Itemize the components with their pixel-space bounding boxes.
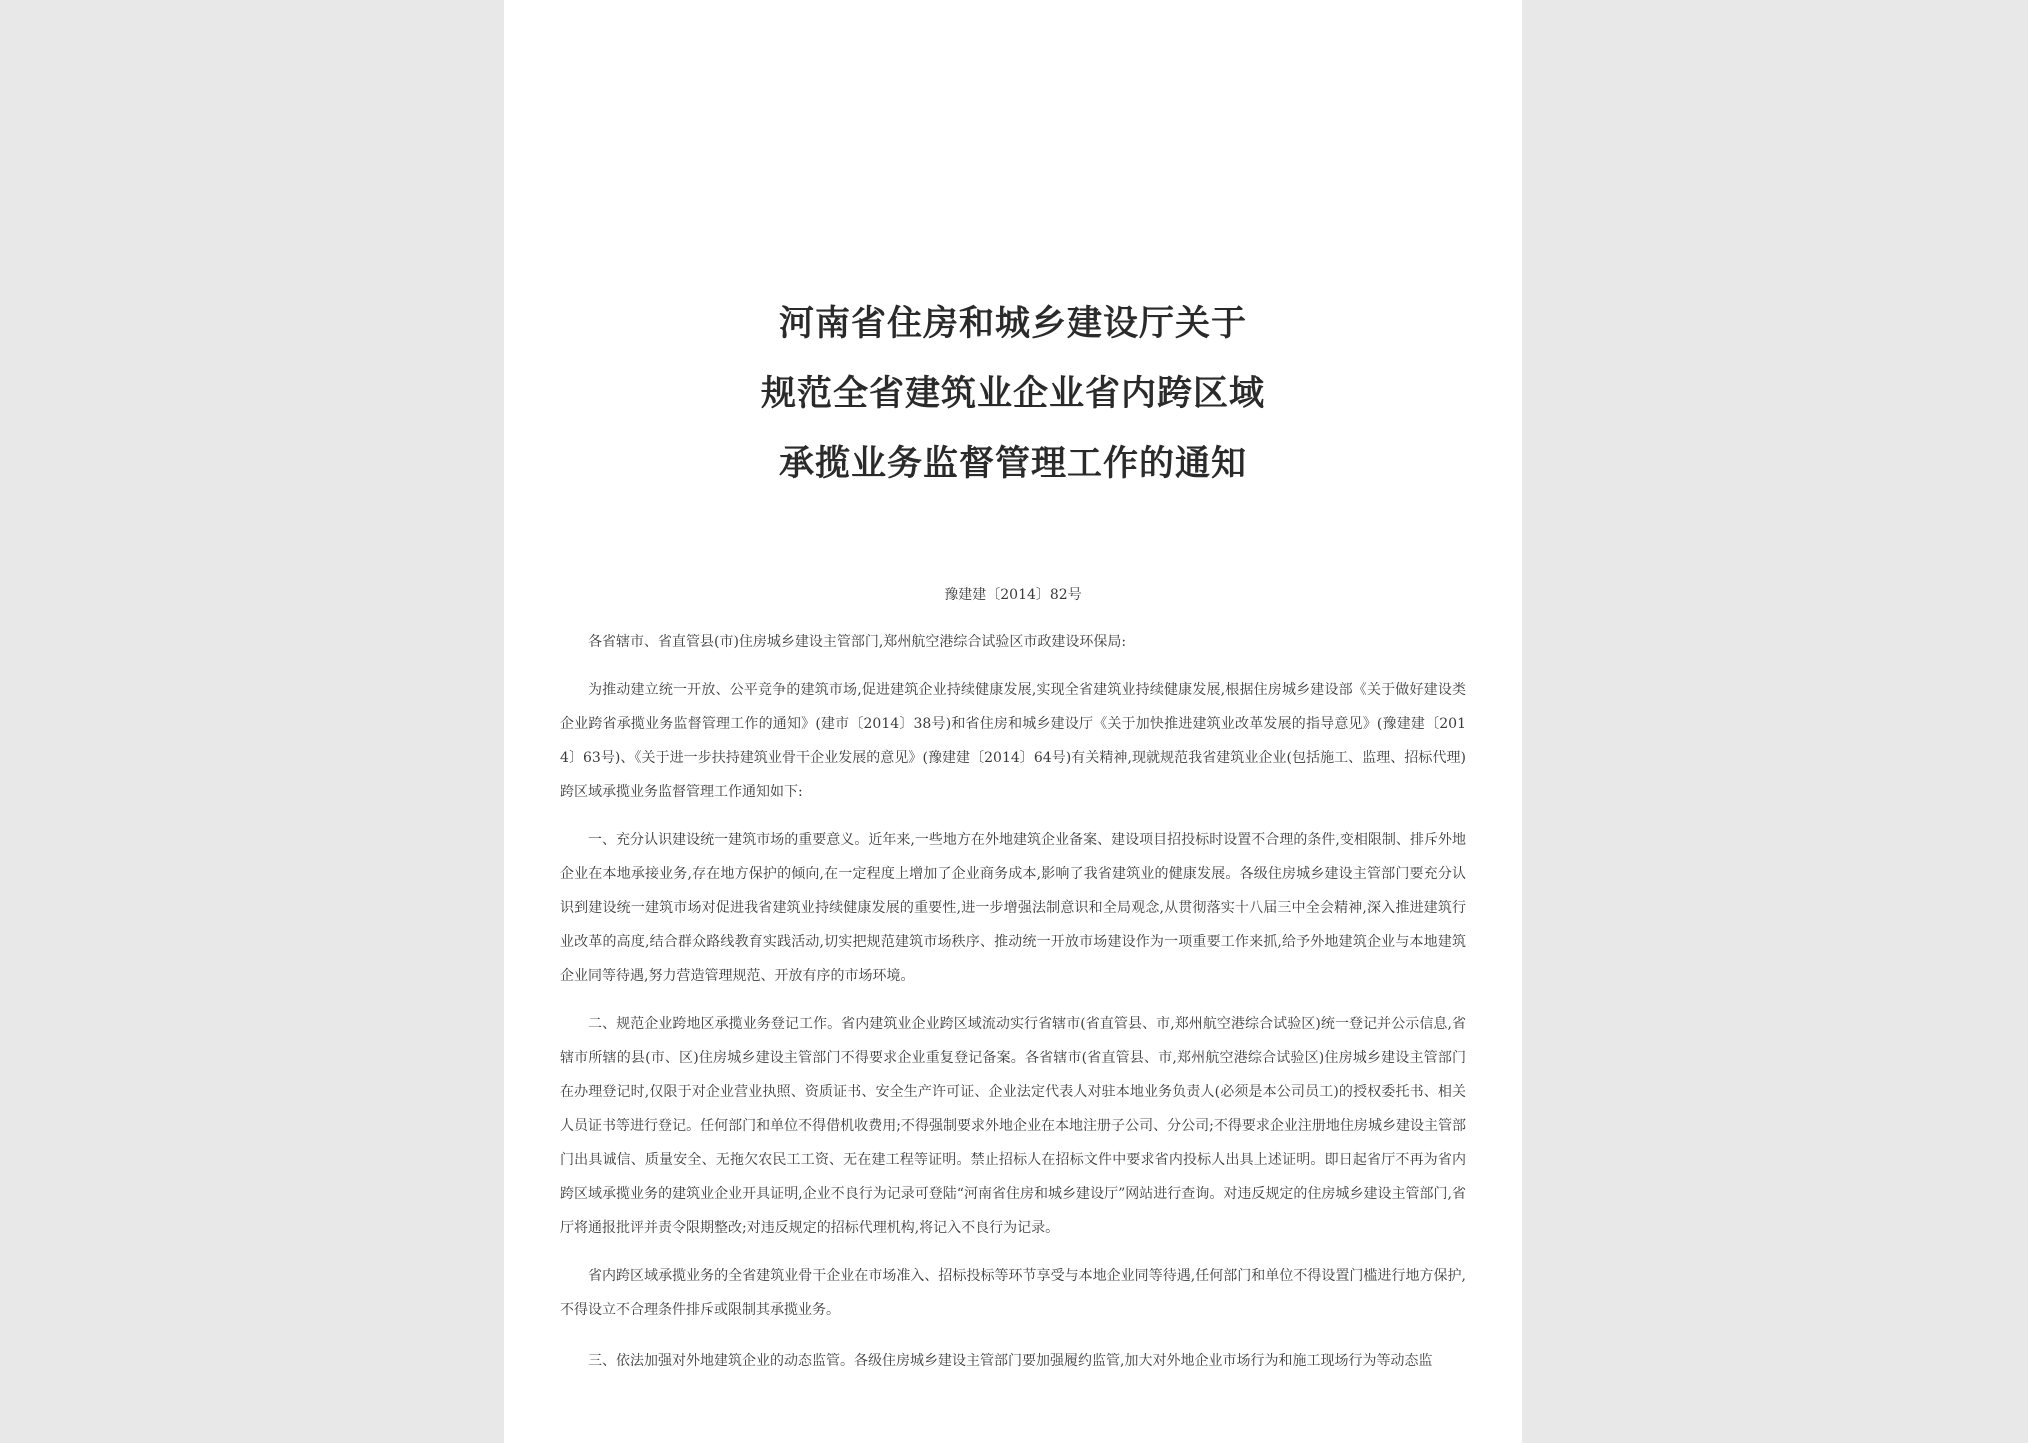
document-title-line-1: 河南省住房和城乡建设厅关于 — [778, 303, 1247, 344]
paragraph-section-1: 一、充分认识建设统一建筑市场的重要意义。近年来,一些地方在外地建筑企业备案、建设项目招投标时设置不合理的条件,变相限制、排斥外地企业在本地承接业务,存在地方保护的倾向,在一定程度上增加了企业商务成本,影响了我省建筑业的健康发展。各级住房城乡建设主管部门要充分认识到建设统一建筑市场对促进我省建筑业持续健康发展的重要性,进一步增强法制意识和全局观念,从贯彻落实十八届三中全会精神,深入推进建筑行业改革的高度,结合群众路线教育实践活动,切实把规范建筑市场秩序、推动统一开放市场建设作为一项重要工作来抓,给予外地建筑企业与本地建筑企业同等待遇,努力营造管理规范、开放有序的市场环境。 — [560, 832, 1466, 984]
paragraph-preamble: 为推动建立统一开放、公平竞争的建筑市场,促进建筑企业持续健康发展,实现全省建筑业持续健康发展,根据住房城乡建设部《关于做好建设类企业跨省承揽业务监督管理工作的通知》(建市〔2014〕38号)和省住房和城乡建设厅《关于加快推进建筑业改革发展的指导意见》(豫建建〔2014〕63号)、《关于进一步扶持建筑业骨干企业发展的意见》(豫建建〔2014〕64号)有关精神,现就规范我省建筑业企业(包括施工、监理、招标代理)跨区域承揽业务监督管理工作通知如下: — [560, 682, 1466, 800]
document-number: 豫建建〔2014〕82号 — [944, 587, 1082, 603]
document-title-line-2: 规范全省建筑业企业省内跨区域 — [760, 373, 1265, 414]
document-title-line-3: 承揽业务监督管理工作的通知 — [778, 443, 1247, 484]
paragraph-section-3: 三、依法加强对外地建筑企业的动态监管。各级住房城乡建设主管部门要加强履约监管,加大对外地企业市场行为和施工现场行为等动态监 — [588, 1353, 1433, 1369]
paragraph-section-2-supplement: 省内跨区域承揽业务的全省建筑业骨干企业在市场准入、招标投标等环节享受与本地企业同等待遇,任何部门和单位不得设置门槛进行地方保护,不得设立不合理条件排斥或限制其承揽业务。 — [560, 1268, 1466, 1318]
addressee-line: 各省辖市、省直管县(市)住房城乡建设主管部门,郑州航空港综合试验区市政建设环保局: — [588, 634, 1127, 650]
paragraph-section-2: 二、规范企业跨地区承揽业务登记工作。省内建筑业企业跨区域流动实行省辖市(省直管县、市,郑州航空港综合试验区)统一登记并公示信息,省辖市所辖的县(市、区)住房城乡建设主管部门不得要求企业重复登记备案。各省辖市(省直管县、市,郑州航空港综合试验区)住房城乡建设主管部门在办理登记时,仅限于对企业营业执照、资质证书、安全生产许可证、企业法定代表人对驻本地业务负责人(必须是本公司员工)的授权委托书、相关人员证书等进行登记。任何部门和单位不得借机收费用;不得强制要求外地企业在本地注册子公司、分公司;不得要求企业注册地住房城乡建设主管部门出具诚信、质量安全、无拖欠农民工工资、无在建工程等证明。禁止招标人在招标文件中要求省内投标人出具上述证明。即日起省厅不再为省内跨区域承揽业务的建筑业企业开具证明,企业不良行为记录可登陆“河南省住房和城乡建设厅”网站进行查询。对违反规定的住房城乡建设主管部门,省厅将通报批评并责令限期整改;对违反规定的招标代理机构,将记入不良行为记录。 — [560, 1016, 1466, 1236]
document-page — [504, 0, 1522, 1443]
